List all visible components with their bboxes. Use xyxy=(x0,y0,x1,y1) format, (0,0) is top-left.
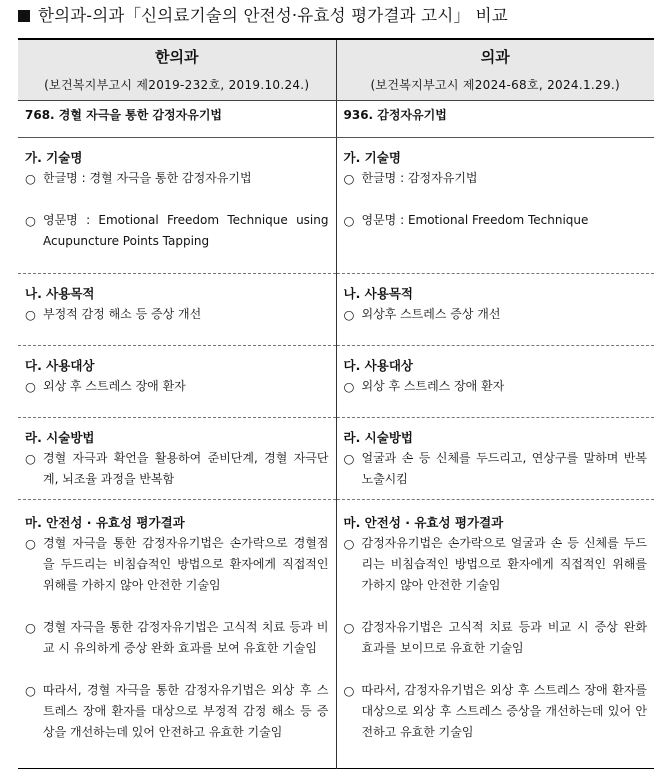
column-notice: (보건복지부고시 제2019-232호, 2019.10.24.) xyxy=(44,78,310,92)
section-target xyxy=(18,346,654,418)
list-item: ○ 외상후 스트레스 증상 개선 xyxy=(344,304,648,325)
section-heading: 나. 사용목적 xyxy=(25,286,95,301)
column-name: 한의과 xyxy=(155,48,199,66)
circle-bullet-icon: ○ xyxy=(25,620,36,635)
circle-bullet-icon: ○ xyxy=(25,683,36,698)
list-item: ○ 한글명 : 감정자유기법 xyxy=(344,168,648,189)
section-purpose xyxy=(18,274,654,346)
title-text: 한의과-의과「신의료기술의 안전성·유효성 평가결과 고시」 비교 xyxy=(38,6,508,25)
circle-bullet-icon: ○ xyxy=(25,379,36,394)
procedure-left: 768. 경혈 자극을 통한 감정자유기법 xyxy=(18,101,336,138)
circle-bullet-icon: ○ xyxy=(343,620,355,635)
circle-bullet-icon: ○ xyxy=(25,171,36,186)
circle-bullet-icon: ○ xyxy=(343,536,355,551)
column-notice: (보건복지부고시 제2024-68호, 2024.1.29.) xyxy=(370,78,620,92)
list-item: ○ 경혈 자극과 확언을 활용하여 준비단계, 경혈 자극단계, 뇌조율 과정을 반복함 xyxy=(25,448,329,490)
circle-bullet-icon: ○ xyxy=(343,213,355,228)
list-item: ○ 얼굴과 손 등 신체를 두드리고, 연상구를 말하며 반복 노출시킴 xyxy=(344,448,648,490)
circle-bullet-icon: ○ xyxy=(343,451,355,466)
circle-bullet-icon: ○ xyxy=(25,213,36,228)
section-heading: 가. 기술명 xyxy=(343,150,401,165)
circle-bullet-icon: ○ xyxy=(25,451,36,466)
section-heading: 라. 시술방법 xyxy=(343,430,413,445)
header-row xyxy=(18,39,654,101)
list-item: ○ 감정자유기법은 고식적 치료 등과 비교 시 증상 완화 효과를 보이므로 유효한 기술임 xyxy=(344,617,648,659)
list-item: ○ 경혈 자극을 통한 감정자유기법은 고식적 치료 등과 비교 시 유의하게 증상 완화 효과를 보여 유효한 기술임 xyxy=(25,617,329,659)
header-western-medicine xyxy=(336,39,654,101)
circle-bullet-icon: ○ xyxy=(25,307,36,322)
square-bullet-icon xyxy=(18,10,30,22)
procedure-right: 936. 감정자유기법 xyxy=(336,101,654,138)
section-heading: 마. 안전성 · 유효성 평가결과 xyxy=(343,515,504,530)
list-item: ○ 한글명 : 경혈 자극을 통한 감정자유기법 xyxy=(25,168,329,189)
list-item: ○ 감정자유기법은 손가락으로 얼굴과 손 등 신체를 두드리는 비침습적인 방법으로 환자에게 직접적인 위해를 가하지 않아 안전한 기술임 xyxy=(344,533,648,596)
list-item: ○ 따라서, 경혈 자극을 통한 감정자유기법은 외상 후 스트레스 장애 환자를 대상으로 부정적 감정 해소 등 증상을 개선하는데 있어 안전하고 유효한 기술임 xyxy=(25,680,329,743)
header-korean-medicine xyxy=(18,39,336,101)
list-item: ○ 외상 후 스트레스 장애 환자 xyxy=(25,376,329,397)
list-item: ○ 영문명 : Emotional Freedom Technique xyxy=(344,210,648,231)
section-heading: 다. 사용대상 xyxy=(343,358,413,373)
section-method xyxy=(18,418,654,500)
circle-bullet-icon: ○ xyxy=(343,683,355,698)
document-title xyxy=(18,2,508,26)
section-evaluation xyxy=(18,500,654,769)
section-heading: 다. 사용대상 xyxy=(25,358,95,373)
circle-bullet-icon: ○ xyxy=(343,379,355,394)
section-heading: 나. 사용목적 xyxy=(343,286,413,301)
circle-bullet-icon: ○ xyxy=(25,536,36,551)
comparison-table xyxy=(18,38,654,769)
circle-bullet-icon: ○ xyxy=(343,307,355,322)
section-heading: 라. 시술방법 xyxy=(25,430,95,445)
section-heading: 가. 기술명 xyxy=(25,150,83,165)
list-item: ○ 영문명 : Emotional Freedom Technique using Acupuncture Points Tapping xyxy=(25,210,329,252)
list-item: ○ 따라서, 감정자유기법은 외상 후 스트레스 장애 환자를 대상으로 외상 후 스트레스 증상을 개선하는데 있어 안전하고 유효한 기술임 xyxy=(344,680,648,743)
circle-bullet-icon: ○ xyxy=(343,171,355,186)
list-item: ○ 경혈 자극을 통한 감정자유기법은 손가락으로 경혈점을 두드리는 비침습적인 방법으로 환자에게 직접적인 위해를 가하지 않아 안전한 기술임 xyxy=(25,533,329,596)
column-name: 의과 xyxy=(480,48,510,66)
section-heading: 마. 안전성 · 유효성 평가결과 xyxy=(25,515,185,530)
list-item: ○ 부정적 감정 해소 등 증상 개선 xyxy=(25,304,329,325)
list-item: ○ 외상 후 스트레스 장애 환자 xyxy=(344,376,648,397)
section-tech-name xyxy=(18,138,654,274)
procedure-row xyxy=(18,101,654,138)
